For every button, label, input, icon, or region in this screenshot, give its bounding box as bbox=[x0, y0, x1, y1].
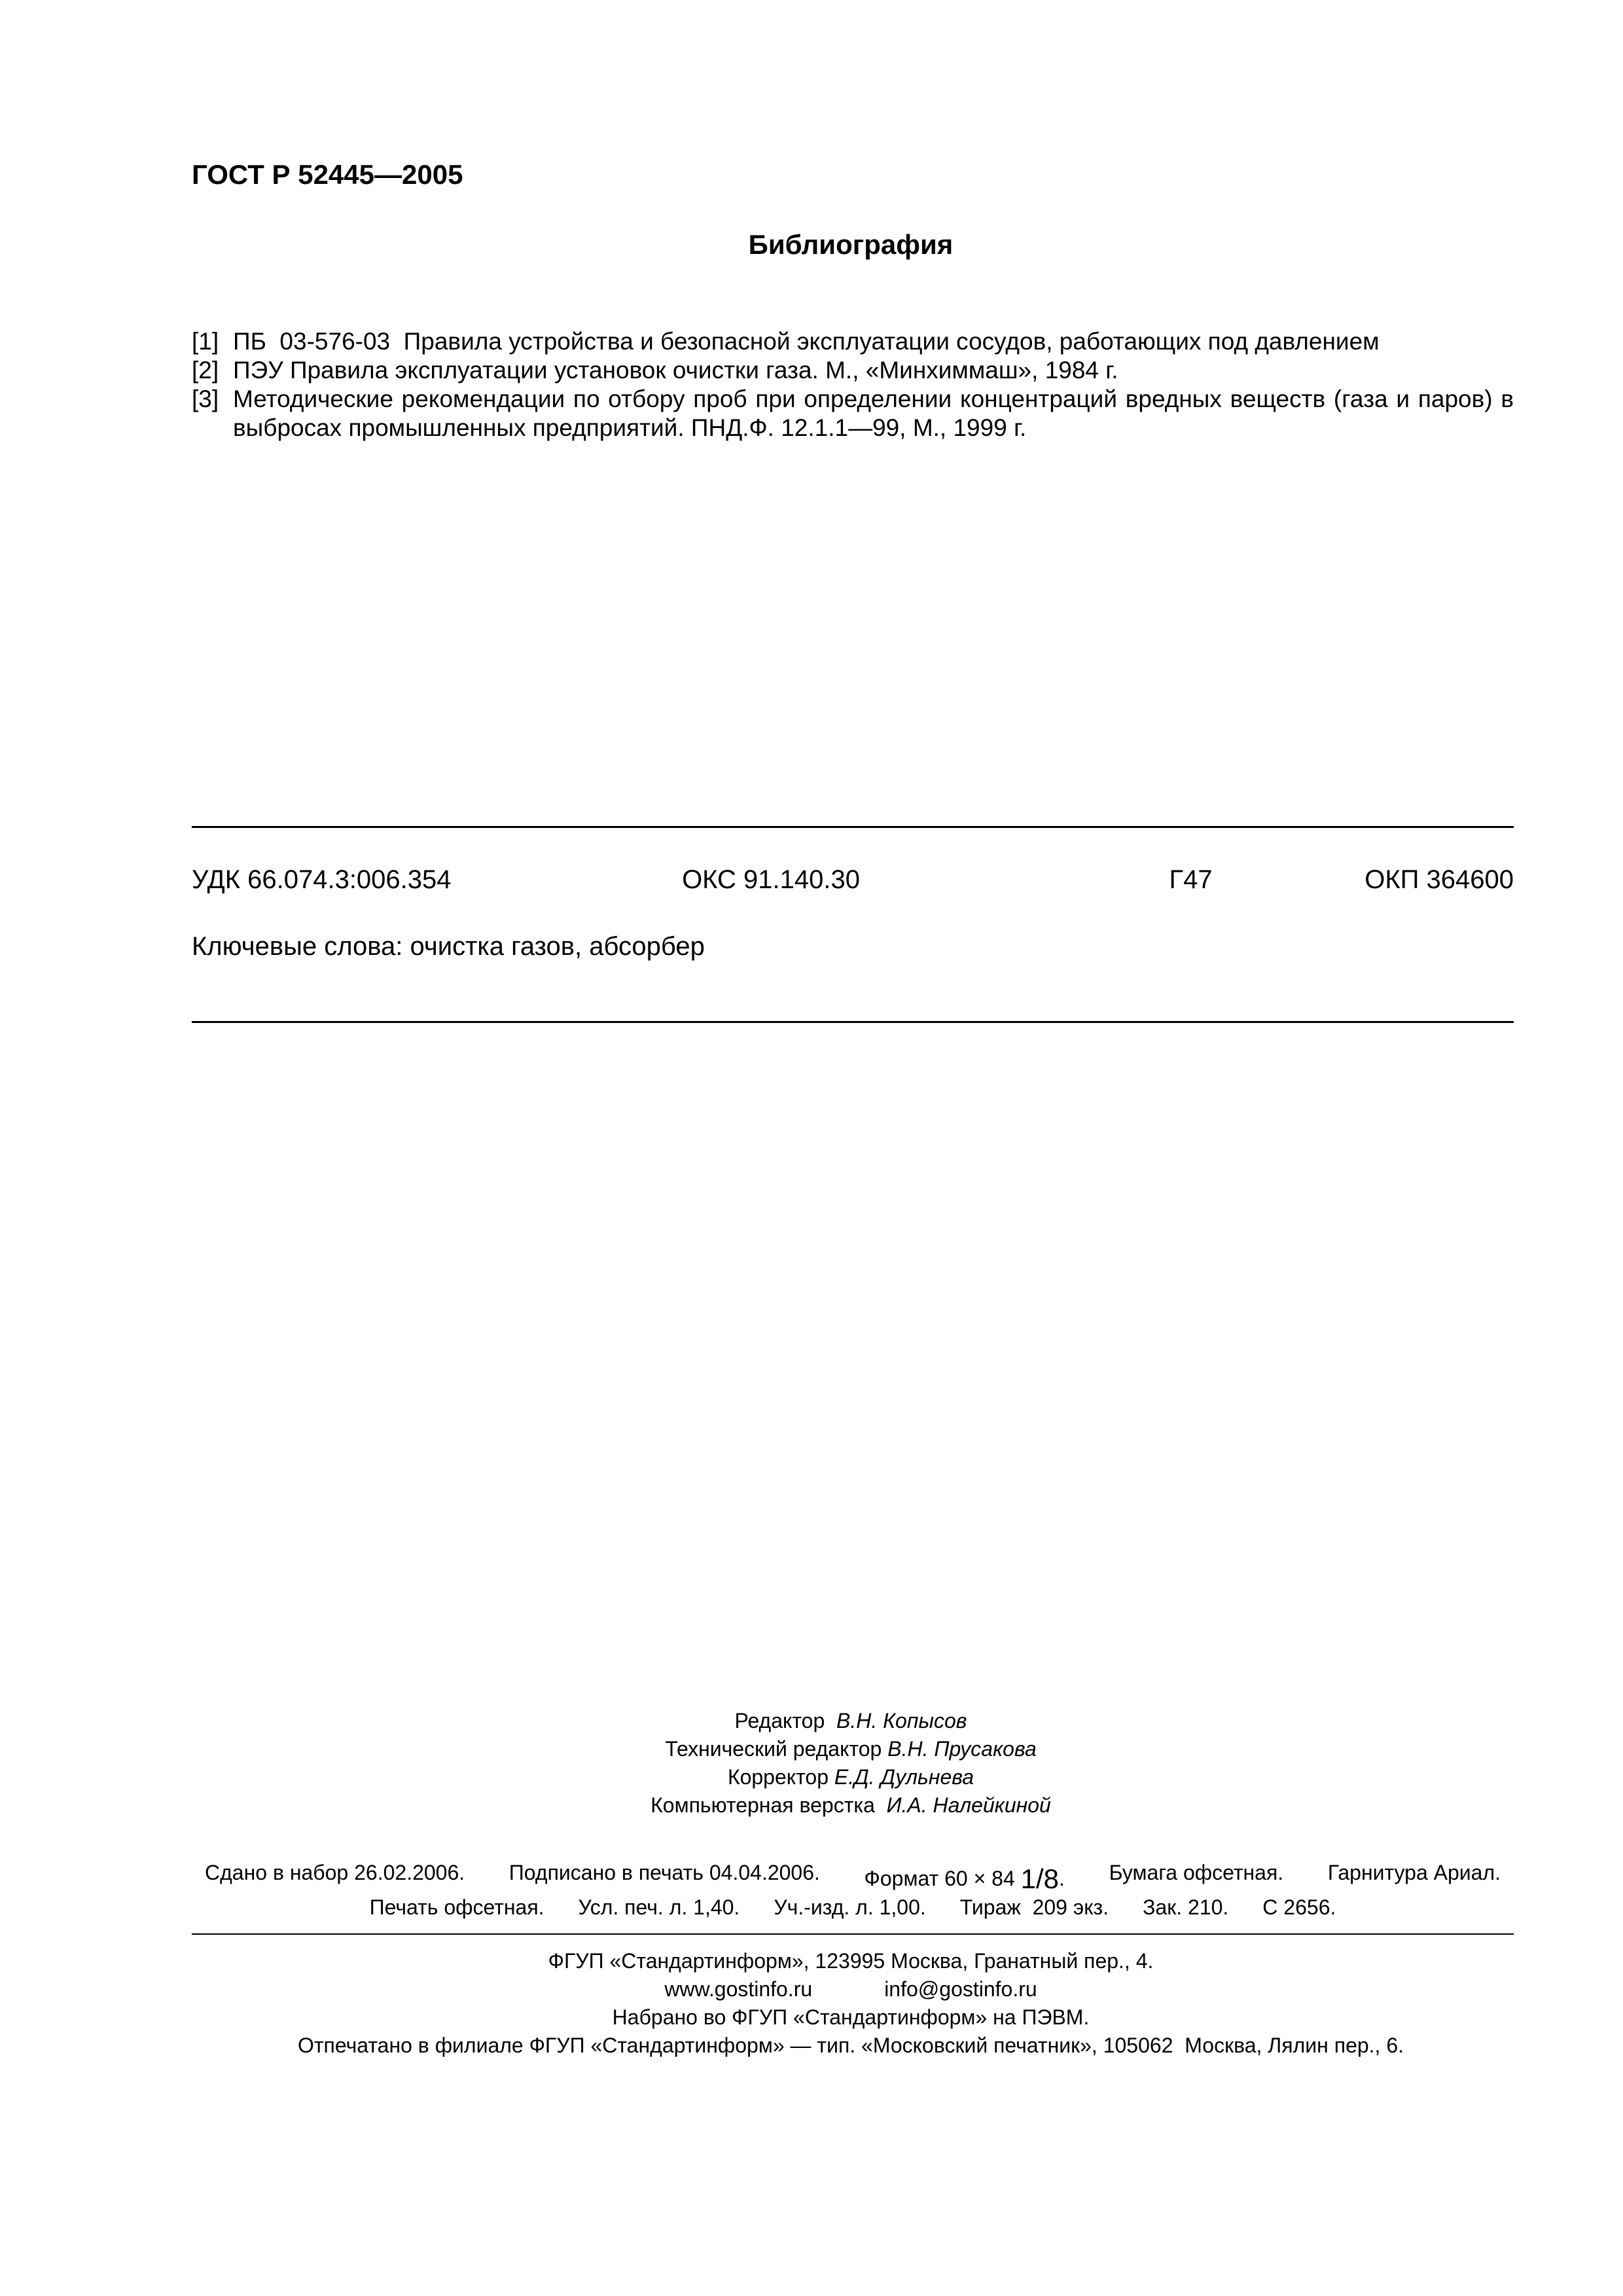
bibliography-number: [3] bbox=[192, 386, 219, 412]
publication-sheets: Уч.-изд. л. 1,00. bbox=[774, 1895, 926, 1919]
group-code: Г47 bbox=[1169, 865, 1213, 894]
bibliography-number: [1] bbox=[192, 328, 219, 355]
order-number: Зак. 210. bbox=[1143, 1895, 1229, 1919]
printed-note: Отпечатано в филиале ФГУП «Стандартинформ» — тип. «Московский печатник», 105062 Москва, Лялин пер., 6. bbox=[297, 2034, 1404, 2057]
bibliography-number: [2] bbox=[192, 357, 219, 384]
keywords: Ключевые слова: очистка газов, абсорбер bbox=[192, 932, 705, 961]
bibliography-list bbox=[192, 327, 1514, 442]
divider-bottom bbox=[192, 1933, 1514, 1935]
classification-row bbox=[192, 865, 1514, 895]
bibliography-item bbox=[192, 356, 1514, 385]
publisher-email: info@gostinfo.ru bbox=[884, 1977, 1037, 2001]
submitted-date: Сдано в набор 26.02.2006. bbox=[205, 1861, 465, 1884]
divider-top bbox=[192, 826, 1514, 828]
udk-code: УДК 66.074.3:006.354 bbox=[192, 865, 452, 894]
format-prefix: Формат 60 × 84 bbox=[864, 1867, 1015, 1890]
staff-name: Е.Д. Дульнева bbox=[834, 1765, 974, 1789]
staff-role: Технический редактор bbox=[665, 1737, 882, 1761]
staff-credits bbox=[0, 1707, 1623, 1820]
print-info bbox=[192, 1861, 1514, 1892]
publisher-website: www.gostinfo.ru bbox=[664, 1977, 813, 2001]
typeface: Гарнитура Ариал. bbox=[1327, 1861, 1501, 1884]
bibliography-item bbox=[192, 385, 1514, 442]
staff-line bbox=[0, 1791, 1623, 1820]
signed-date: Подписано в печать 04.04.2006. bbox=[508, 1861, 820, 1884]
typeset-note: Набрано во ФГУП «Стандартинформ» на ПЭВМ. bbox=[612, 2005, 1090, 2029]
okp-code: ОКП 364600 bbox=[1364, 865, 1514, 894]
divider-keywords bbox=[192, 1021, 1514, 1023]
circulation: Тираж 209 экз. bbox=[959, 1895, 1109, 1919]
staff-name: В.Н. Копысов bbox=[836, 1709, 967, 1732]
page-title: Библиография bbox=[748, 229, 954, 260]
document-header: ГОСТ Р 52445—2005 bbox=[192, 159, 463, 190]
conventional-sheets: Усл. печ. л. 1,40. bbox=[578, 1895, 740, 1919]
paper-type: Бумага офсетная. bbox=[1109, 1861, 1284, 1884]
bibliography-text: Методические рекомендации по отбору проб при определении концентраций вредных веществ (газа и паров) в выбросах промышленных предприятий. ПНД.Ф. 12.1.1—99, М., 1999 г. bbox=[233, 386, 1514, 441]
printing-method: Печать офсетная. bbox=[369, 1895, 544, 1919]
publisher-contacts bbox=[0, 1975, 1623, 2003]
oks-code: ОКС 91.140.30 bbox=[682, 865, 860, 894]
print-code: С 2656. bbox=[1262, 1895, 1336, 1919]
staff-line bbox=[0, 1763, 1623, 1791]
staff-role: Компьютерная верстка bbox=[651, 1793, 875, 1817]
bibliography-text: ПБ 03-576-03 Правила устройства и безопасной эксплуатации сосудов, работающих под давлением bbox=[233, 328, 1380, 355]
print-info-second bbox=[192, 1895, 1514, 1920]
publisher-address: ФГУП «Стандартинформ», 123995 Москва, Гранатный пер., 4. bbox=[548, 1949, 1154, 1973]
format-fraction: 1/8 bbox=[1020, 1863, 1060, 1894]
staff-role: Редактор bbox=[734, 1709, 825, 1732]
staff-name: В.Н. Прусакова bbox=[887, 1737, 1037, 1761]
print-info-row bbox=[192, 1861, 1514, 1892]
bibliography-item bbox=[192, 327, 1514, 356]
print-info-row bbox=[192, 1895, 1514, 1920]
bibliography-text: ПЭУ Правила эксплуатации установок очистки газа. М., «Минхиммаш», 1984 г. bbox=[233, 357, 1118, 384]
staff-role: Корректор bbox=[727, 1765, 829, 1789]
publisher-info bbox=[0, 1947, 1623, 2060]
staff-line bbox=[0, 1735, 1623, 1763]
staff-line bbox=[0, 1707, 1623, 1735]
staff-name: И.А. Налейкиной bbox=[886, 1793, 1051, 1817]
format: Формат 60 × 84 1/8. bbox=[864, 1863, 1065, 1894]
